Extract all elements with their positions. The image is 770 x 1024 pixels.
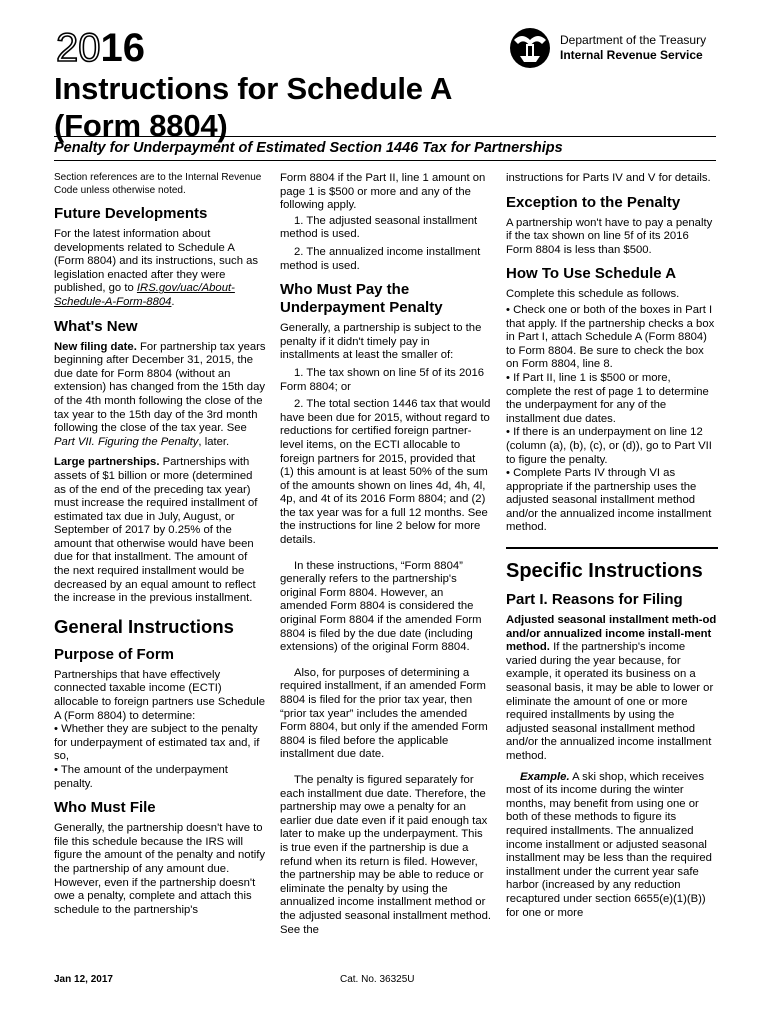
purpose-text: Partnerships that have effectively connected taxable income (ECTI) allocable to foreign partners use Schedule A (Form 8804) to determine: — [54, 668, 266, 722]
how-to-use-text: Complete this schedule as follows. — [506, 288, 680, 301]
title-line-1: Instructions for Schedule A — [54, 71, 453, 106]
purpose-bullet-2: • The amount of the underpayment penalty. — [54, 764, 228, 790]
page-title — [54, 70, 452, 144]
how-bullet-3: • If there is an underpayment on line 12 (column (a), (b), (c), or (d)), go to Part VII to figure the penalty. — [506, 426, 712, 466]
department-name: Department of the Treasury — [560, 33, 707, 47]
col2-item-4: 2. The total section 1446 tax that would have been due for 2015, without regard to reductions for certified foreign partner-level items, on the ECTI allocable to foreign partners for 2015, provided that (1) this amount is at least 50% of the sum of the amounts shown on lines 4d, 4h, 4l, 4p, and 4t of its 2016 Form 8804; and (2) the tax year was for a full 12 months. See the instructions for line 2 below for more details. — [280, 398, 491, 547]
form-8804-definition: In these instructions, “Form 8804” generally refers to the partnership's original Form 8804. However, an amended Form 8804 is considered the original Form 8804 if the amended Form 8804 is filed by the due date (including extensions) of the original Form 8804. — [280, 559, 482, 654]
new-filing-paragraph: New filing date. For partnership tax years beginning after December 31, 2015, the due date for Form 8804 (without an extension) has changed from the 15th day of the 4th month following the close of the tax year to the 15th day of the 3rd month following the close of the tax year. See Part VII. Figuring the Penalty, later. — [54, 340, 266, 448]
agency-block — [560, 33, 706, 63]
col3-intro: instructions for Parts IV and V for details. — [506, 172, 711, 184]
whats-new-heading: What's New — [54, 317, 138, 335]
form-year — [56, 28, 145, 68]
section-references: Section references are to the Internal Revenue Code unless otherwise noted. — [54, 172, 262, 196]
column-1 — [54, 172, 266, 924]
col2-item-3: 1. The tax shown on line 5f of its 2016 Form 8804; or — [280, 366, 485, 393]
column-3 — [506, 172, 718, 927]
title-line-2: (Form 8804) — [54, 108, 228, 143]
who-must-pay-text: Generally, a partnership is subject to the penalty if it didn't timely pay in installments at least the smaller of: — [280, 322, 482, 362]
prior-year-paragraph: Also, for purposes of determining a required installment, if an amended Form 8804 is filed for the prior tax year, then “prior tax year” includes the amended Form 8804, but only if the amended Form 8804 is filed before the applicable installment due date. — [280, 666, 488, 761]
col2-item-2: 2. The annualized income installment method is used. — [280, 245, 481, 272]
irs-eagle-logo-icon — [506, 26, 554, 70]
column-2 — [280, 172, 492, 944]
year-bold: 16 — [100, 26, 145, 70]
exception-heading: Exception to the Penalty — [506, 193, 681, 211]
future-developments-heading: Future Developments — [54, 205, 208, 222]
year-outline: 20 — [56, 26, 101, 70]
how-bullet-2: • If Part II, line 1 is $500 or more, complete the rest of page 1 to determine the underpayment for any of the installment due dates. — [506, 371, 709, 425]
large-partnerships-paragraph: Large partnerships. Partnerships with assets of $1 billion or more (determined as of the end of the preceding tax year) must increase the required installment of estimated tax due in July, August, or September of 2017 by 0.25% of the amount that otherwise would have been due for that installment. The amount of the next required installment would be decreased by an equal amount to reflect the increase in the previous installment. — [54, 456, 258, 605]
title-rule — [54, 136, 716, 137]
who-must-file-text: Generally, the partnership doesn't have to file this schedule because the IRS will figure the amount of the penalty and notify the partnership of any amount due. However, even if the partnership doesn't owe a penalty, complete and attach this schedule to the partnership's — [54, 822, 266, 916]
future-developments-text: For the latest information about developments related to Schedule A (Form 8804) and its instructions, such as legislation enacted after they were published, go to IRS.gov/uac/About-Schedule-A-Form-8804. — [54, 228, 259, 308]
how-bullet-1: • Check one or both of the boxes in Part I that apply. If the partnership checks a box in Part I, attach Schedule A (Form 8804) to Form 8804. Be sure to check the box on Form 8804, line 8. — [506, 303, 715, 371]
irs-link[interactable]: IRS.gov/uac/About-Schedule-A-Form-8804 — [54, 282, 235, 308]
irs-name: Internal Revenue Service — [560, 48, 703, 62]
col2-intro: Form 8804 if the Part II, line 1 amount on page 1 is $500 or more and any of the following apply. — [280, 172, 486, 212]
purpose-heading: Purpose of Form — [54, 645, 175, 663]
how-to-use-heading: How To Use Schedule A — [506, 265, 677, 283]
purpose-bullet-1: • Whether they are subject to the penalty for underpayment of estimated tax and, if so, — [54, 723, 260, 763]
adjusted-seasonal-paragraph: Adjusted seasonal installment meth-od and/or annualized income install-ment method. If the partnership's income varied during the year because, for example, it operated its business on a seasonal basis, it may be able to lower or eliminate the amount of one or more required installments by using the adjusted seasonal installment method and/or the annualized income installment method. — [506, 614, 717, 762]
specific-instructions-heading: Specific Instructions — [506, 560, 703, 583]
subtitle: Penalty for Underpayment of Estimated Section 1446 Tax for Partnerships — [54, 140, 563, 156]
general-instructions-heading: General Instructions — [54, 615, 234, 637]
how-bullet-4: • Complete Parts IV through VI as appropriate if the partnership uses the adjusted seasonal installment method and/or the annualized income installment method. — [506, 467, 712, 534]
catalog-number: Cat. No. 36325U — [340, 974, 415, 985]
footer-date: Jan 12, 2017 — [54, 974, 113, 985]
exception-text: A partnership won't have to pay a penalty if the tax shown on line 5f of its 2016 Form 8804 is less than $500. — [506, 216, 713, 256]
section-bar — [506, 547, 718, 549]
penalty-figured-paragraph: The penalty is figured separately for each installment due date. Therefore, the partnership may owe a penalty for an earlier due date even if it paid enough tax later to make up the underpayment. This is true even if the partnership is due a refund when its return is filed. However, the partnership may be able to reduce or eliminate the penalty by using the annualized income installment method or the adjusted seasonal installment method. See the — [280, 773, 492, 936]
col2-item-1: 1. The adjusted seasonal installment method is used. — [280, 214, 478, 241]
who-must-file-heading: Who Must File — [54, 799, 156, 817]
subtitle-rule — [54, 160, 716, 161]
example-paragraph: Example. A ski shop, which receives most of its income during the winter months, may benefit from using one or both of these methods to figure its required installments. The annualized income installment or adjusted seasonal installment may be less than the required installment under the current year safe harbor (increased by any reduction recaptured under section 6655(e)(1)(B)) for one or more — [506, 770, 712, 919]
who-must-pay-heading: Who Must Pay the Underpayment Penalty — [280, 281, 443, 317]
part-1-heading: Part I. Reasons for Filing — [506, 591, 683, 609]
